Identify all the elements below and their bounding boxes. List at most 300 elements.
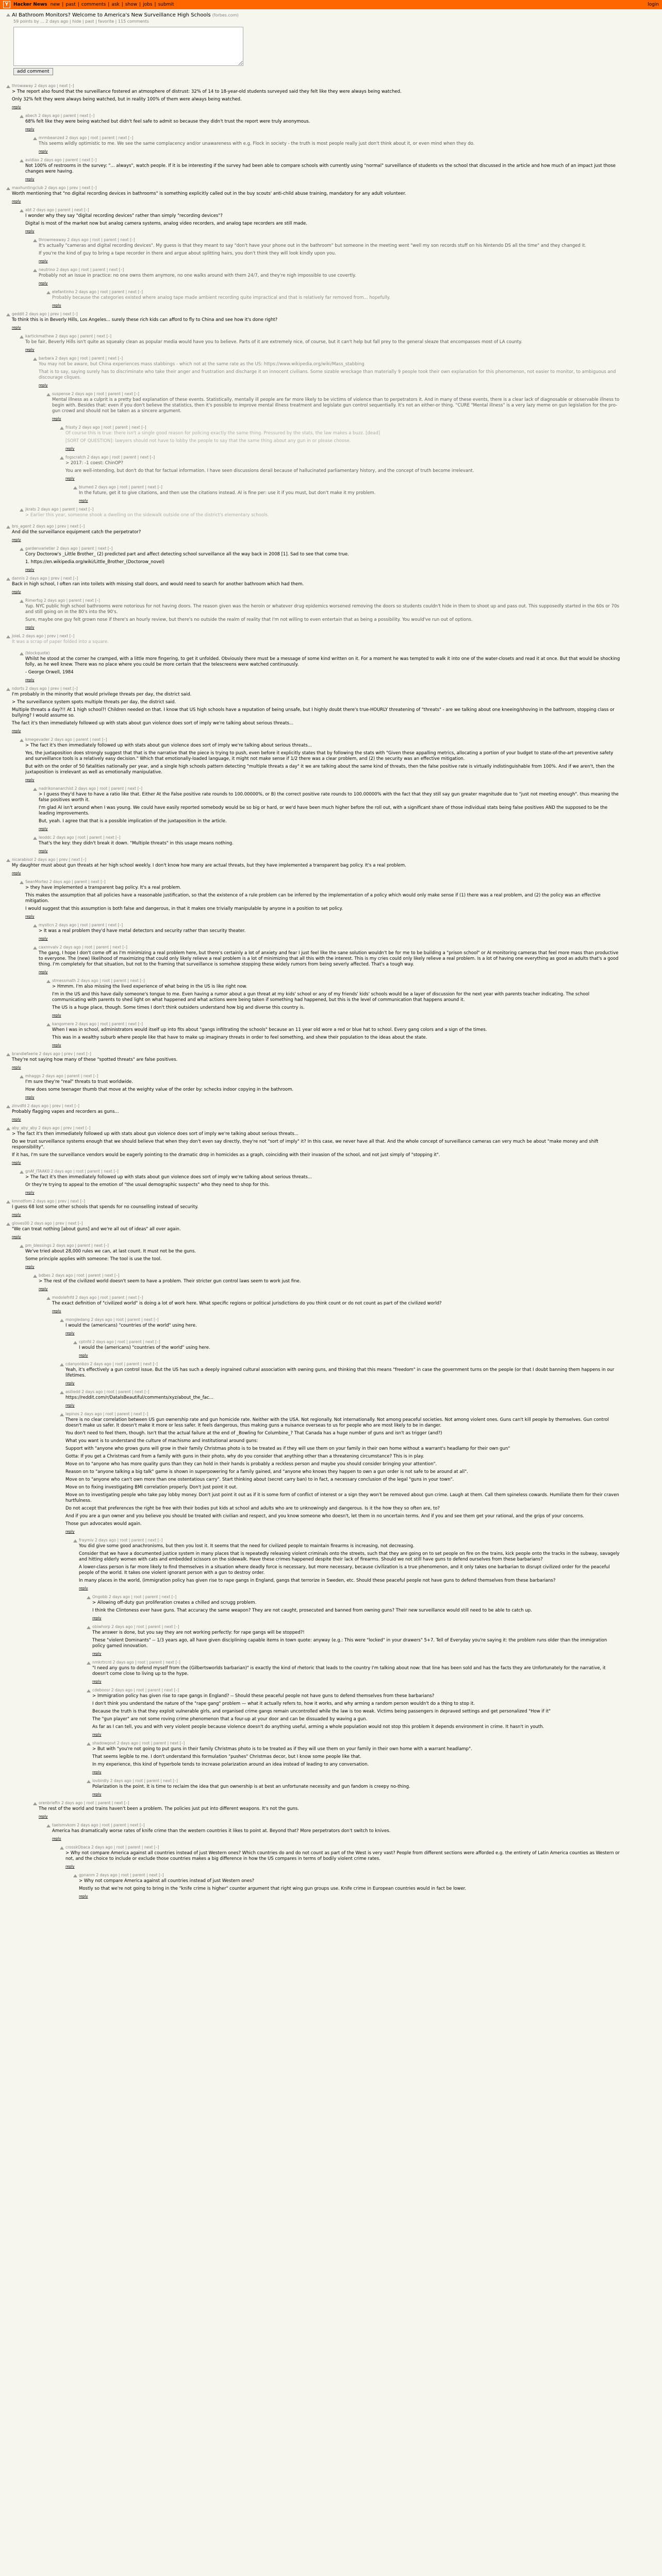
comment-paragraph: Move on to fixing investigating BMI correlation properly. Don't just point it out. (65, 1485, 238, 1490)
reply-link[interactable]: reply (25, 778, 35, 782)
reply-link[interactable]: reply (39, 1815, 48, 1819)
upvote-arrow-icon[interactable] (6, 1223, 10, 1226)
comment-text (52, 397, 620, 414)
upvote-arrow-icon[interactable] (20, 548, 24, 551)
comment-text (92, 1693, 620, 1730)
comment-text (25, 119, 620, 125)
comment (87, 1595, 656, 1621)
comment-body (25, 1243, 620, 1269)
reply-link[interactable]: reply (79, 499, 88, 503)
comment-paragraph: Digital is most of the market now but analog camera systems, analog video recorders, and analog tape recorders are still made. (25, 221, 307, 226)
comment-body (79, 1538, 620, 1591)
reply-link[interactable]: reply (92, 1792, 102, 1797)
comment-body (92, 1595, 620, 1621)
comment-meta[interactable]: cptnfd 2 days ago | root | parent | next [–] (79, 1340, 160, 1344)
upvote-arrow-icon[interactable] (73, 1874, 77, 1877)
comment-text (12, 863, 620, 869)
reply-link[interactable]: reply (39, 849, 48, 853)
upvote-arrow-icon[interactable] (20, 1171, 24, 1174)
comment-meta[interactable]: mrmbeanzed 2 days ago | root | parent | next [–] (39, 135, 134, 140)
comment-meta[interactable]: taelsmvkom 2 days ago | root | parent | next [–] (52, 1823, 145, 1827)
comment-body (79, 1340, 620, 1358)
comment-paragraph: But with on the order of 50 fatalities nationally per year, and a single high schools pattern detecting "multiple threats a day" it we are talking about the same kind of threats, then the false positive rate is virtually indistinguishable from 100%. And if we aren't, then the juxtaposition is irrelevant as well as emotionally manipulative. (25, 764, 615, 775)
comment-body (52, 978, 620, 1018)
comment-text (52, 984, 620, 1011)
comment-meta[interactable]: zinvdfd 2 days ago | prev | next [–] (12, 1104, 79, 1108)
comment-meta[interactable]: blumed 2 days ago | root | parent | next [–] (79, 485, 162, 489)
comment-meta[interactable]: cdanyonbzo 2 days ago | root | parent | next [–] (65, 1362, 158, 1366)
comment (6, 1104, 656, 1122)
reply-link[interactable]: reply (12, 1235, 21, 1239)
upvote-arrow-icon[interactable] (60, 427, 64, 430)
comment-paragraph: The gang, I hope I don't come off as I'm minimizing a real problem here, but there's certainly a lot of anxiety and fear I just feel like the sane solution wouldn't be for me to be building a "prison school" or AI monitoring cameras that feel more mass than productive to everyone. The (new) likelihood of maximizing that could only likely relieve a real problem is a lot of minimizing that all this with the interest. This is my cries could only likely relieve a real problem. Is a lot of having one everything as good as adults that's a good thing. I'm completely for that situation, but not to the framing that surveillance is somehow stopping these widely rumors from being severly affected. That's a tough way. (39, 951, 619, 967)
comment (20, 158, 656, 182)
comment-paragraph: It was a scrap of paper folded into a square. (12, 639, 109, 645)
comment-meta[interactable]: dannis 2 days ago | prev | next [–] (12, 576, 78, 581)
comment-body (39, 835, 620, 854)
nav-separator: | (139, 2, 141, 7)
comment-text (25, 656, 620, 675)
comment-meta[interactable]: kangomere 2 days ago | root | parent | next [–] (52, 1022, 143, 1026)
comment-paragraph: Because the truth is that they exploit vulnerable girls, and organised crime gangs remain uncontrolled while the law is too weak. Victims being passengers in depraved settings and get personalized "How if it" (92, 1709, 551, 1714)
comment-meta[interactable]: shadowgovt 2 days ago | root | parent | next [–] (92, 1741, 185, 1745)
upvote-arrow-icon[interactable] (6, 187, 10, 190)
comment-body (25, 1169, 620, 1195)
reply-link[interactable]: reply (52, 1043, 61, 1047)
comment (6, 576, 656, 595)
comment-meta[interactable]: lovbirdly 2 days ago | root | parent | next [–] (92, 1778, 178, 1783)
upvote-arrow-icon[interactable] (87, 1742, 91, 1745)
upvote-arrow-icon[interactable] (73, 486, 77, 489)
comment-paragraph: Move on to investigating people who take pay lobby money. Don't just point it out as if it is some form of conflict of interest or a sign they won't be removed about gun crime. Laugh at them. Call them spineless cowards. Humiliate them for their craven hurtfulness. (65, 1493, 619, 1503)
comment (20, 598, 656, 630)
comment-meta[interactable]: mongledang 2 days ago | root | parent | next [–] (65, 1317, 159, 1322)
reply-link[interactable]: reply (39, 149, 48, 154)
reply-link[interactable]: reply (25, 229, 35, 233)
comment-text (25, 604, 620, 623)
comment-paragraph: You may not be aware, but China experiences mass stabbings - which not at the same rate as the US: https://www.wikipedia.org/wiki/Mass_stabbing (39, 362, 365, 367)
comment-meta[interactable]: brandiefaerie 2 days ago | prev | next [–] (12, 1052, 91, 1056)
reply-link[interactable]: reply (52, 1013, 61, 1018)
reply-link[interactable]: reply (12, 1117, 21, 1122)
upvote-arrow-icon[interactable] (6, 1105, 10, 1108)
reply-link[interactable]: reply (65, 1403, 75, 1408)
upvote-arrow-icon[interactable] (20, 652, 24, 655)
reply-link[interactable]: reply (25, 678, 35, 682)
comment-paragraph: I'm glad AI isn't around when I was young. We could have easily reported somebody would be so big or hard, or we'd have been much higher before the roll out, with a significant share of those individual stats being false positives AND the supposed to be the leading improvements. (39, 805, 608, 816)
comment-meta[interactable]: nmkrtrcrd 2 days ago | root | parent | next [–] (92, 1660, 180, 1665)
reply-link[interactable]: reply (12, 326, 21, 330)
reply-link[interactable]: reply (79, 1353, 88, 1358)
reply-link[interactable]: reply (12, 105, 21, 109)
comment-paragraph: > Why not compare America against all countries instead of just Western ones? Which countries do and do not count as part of the West is very vast? People from different sections were afforded e.g. the entirety of Latin America counties as Western or not, and the choice to include or exclude those countries makes a big difference in how the US compares in terms of bodily violent crime rates. (65, 1851, 620, 1861)
comment-paragraph: Support with "anyone who grows guns will grow in their family Christmas photo is to be treated as if they will use them on your family in their own home without a warrant's headlamp for their own gun" (65, 1446, 510, 1451)
comment-text (39, 243, 620, 257)
comment-paragraph: > Earlier this year, someone shook a dwelling on the sidewalk outside one of the district's elementary schools. (25, 513, 269, 518)
reply-link[interactable]: reply (65, 1331, 75, 1335)
comment-paragraph: Sure, maybe one guy felt grown nose if there's an hourly review, but there's no outside the realm of reality that I'm not willing to even entertain that as being a possibility. You would've run out of options. (25, 617, 473, 622)
comment-meta[interactable]: avidiax 2 days ago | parent | next [–] (25, 158, 97, 162)
upvote-arrow-icon[interactable] (33, 358, 37, 361)
reply-link[interactable]: reply (65, 1381, 75, 1385)
comment-paragraph: Mental illness as a culprit is a pretty bad explanation of these events. Statistically, mentally ill people are far more likely to be victims of violence than to perpetrators it. And in many of these events, there is a clear lack of diagnosable or observable illness to begin with. Besides that: even if you don't believe the statistics, then it's possible to improve mental illness treatment and legislate gun control sequentially. It's not an either-or thing. "CURE "Mental illness" is a very lazy meme on gun legislation for the pro-gun crowd and should not be taken as a sincere argument. (52, 397, 620, 414)
comment-paragraph: Polarization is the point. It is time to reclaim the idea that gun ownership is at best an unfortunate necessity and gun fandom is creepy no-thing. (92, 1784, 410, 1789)
comment-meta[interactable]: fraymiv 2 days ago | root | parent | next [–] (79, 1538, 163, 1543)
reply-link[interactable]: reply (39, 827, 48, 831)
comment (87, 1688, 656, 1737)
comment-meta[interactable]: abech 2 days ago | parent | next [–] (25, 113, 95, 118)
nav-separator: | (121, 2, 123, 7)
main-content (0, 9, 662, 1899)
upvote-arrow-icon[interactable] (33, 137, 37, 140)
upvote-arrow-icon[interactable] (46, 1297, 51, 1300)
comment (33, 356, 656, 388)
reply-link[interactable]: reply (25, 348, 35, 352)
comment-text (52, 1828, 620, 1834)
reply-link[interactable]: reply (25, 127, 35, 131)
reply-link[interactable]: reply (12, 199, 21, 204)
comment-meta[interactable]: gnAf_ITAAK0 2 days ago | root | parent | next [–] (25, 1169, 119, 1174)
upvote-arrow-icon[interactable] (6, 578, 10, 581)
comment-paragraph: Gotta: If you get a Christmas card from a family with guns in their photo, why do you consider that anything other than a threatening circumstance? This is in play. (65, 1454, 424, 1459)
comment (6, 634, 656, 647)
comment-meta[interactable]: obiwhorp 2 days ago | root | parent | next [–] (92, 1624, 179, 1629)
upvote-arrow-icon[interactable] (6, 688, 10, 691)
comment-body (65, 425, 620, 451)
comment-meta[interactable]: aby_aby_aby 2 days ago | prev | next [–] (12, 1126, 91, 1130)
upvote-arrow-icon[interactable] (60, 1319, 64, 1322)
upvote-arrow-icon[interactable] (60, 1363, 64, 1366)
comment-body (39, 238, 620, 264)
upvote-arrow-icon[interactable] (6, 313, 10, 316)
comment-meta[interactable]: mhaggs 2 days ago | parent | next [–] (25, 1074, 98, 1078)
comment-meta[interactable]: stmessmath 2 days ago | root | parent | next [–] (52, 978, 145, 983)
comment-body (39, 356, 620, 388)
reply-link[interactable]: reply (12, 1161, 21, 1165)
nav-link-6[interactable]: submit (158, 2, 174, 7)
comment-meta[interactable]: elefantinho 2 days ago | root | parent | next [–] (52, 290, 143, 294)
comment-paragraph: America has dramatically worse rates of knife crime than the western countries it likes to point at. Beyond that? More perpetrators don't switch to knives. (52, 1828, 391, 1834)
upvote-arrow-icon[interactable] (20, 1075, 24, 1078)
comment-paragraph: Whilst he stood at the corner he cramped, with a little more fingering, to get it unfolded. Obviously there must be a message of some kind written on it. For a moment he was tempted to walk it into one of the water-closets and read it at once. But that would be shocking folly, as he well knew. There was no place where you could be more certain that the telescreens were watched continuously. (25, 656, 620, 667)
comment (73, 1538, 656, 1591)
reply-link[interactable]: reply (92, 1680, 102, 1684)
comment-text (25, 213, 620, 227)
upvote-arrow-icon[interactable] (20, 159, 24, 162)
comment-paragraph: Back in high school, I often ran into toilets with missing stall doors, and would need to search for another bathroom which had them. (12, 582, 304, 587)
upvote-arrow-icon[interactable] (46, 1824, 51, 1827)
comment-meta[interactable]: kmnotfom 2 days ago | prev | next [–] (12, 1199, 85, 1204)
comment-text (25, 1079, 620, 1093)
reply-link[interactable]: reply (12, 729, 21, 733)
comment-paragraph: To think this is in Beverly Hills, Los Angeles... surely these rich kids can afford to fly to China and see how it's done right? (12, 317, 278, 323)
comment-meta[interactable]: jkrats 2 days ago | parent | next [–] (25, 507, 94, 512)
reply-link[interactable]: reply (65, 447, 75, 451)
comment-body (25, 737, 620, 783)
reply-link[interactable]: reply (92, 1616, 102, 1620)
nav-link-3[interactable]: ask (111, 2, 120, 7)
comment-paragraph: > It was a real problem they'd have metal detectors and security rather than security theater. (39, 928, 246, 934)
comment-body (79, 485, 620, 503)
upvote-arrow-icon[interactable] (20, 335, 24, 338)
comment-body (12, 634, 620, 647)
upvote-arrow-icon[interactable] (20, 881, 24, 884)
upvote-arrow-icon[interactable] (20, 115, 24, 118)
comment-meta[interactable]: crosskObaca 2 days ago | root | parent | next [–] (65, 1845, 159, 1850)
story-title[interactable]: AI Bathroom Monitors? Welcome to America's New Surveillance High Schools (12, 12, 211, 18)
login-link[interactable]: login (648, 2, 659, 7)
comment-meta[interactable]: pm_blessings 2 days ago | parent | next [–] (25, 1243, 109, 1248)
reply-link[interactable]: reply (52, 303, 61, 308)
comment-paragraph: In many places in the world, (immigration policy has given rise to rape gangs in England, gangs that terrorize in Sweden, etc. Should these peaceful people not have guns to defend themselves from these barbarians? (79, 1578, 556, 1583)
reply-link[interactable]: reply (25, 914, 35, 919)
comment-body (65, 1317, 620, 1336)
comment-body (65, 1362, 620, 1386)
reply-link[interactable]: reply (79, 1894, 88, 1899)
reply-link[interactable]: reply (92, 1652, 102, 1656)
comment (20, 737, 656, 783)
comment-meta[interactable]: maxhuntingclub 2 days ago | prev | next [–] (12, 185, 97, 190)
upvote-arrow-icon[interactable] (33, 1802, 37, 1805)
comment-meta[interactable]: asiliedd 2 days ago | root | parent | next [–] (65, 1389, 150, 1394)
reply-link[interactable]: reply (39, 1287, 48, 1291)
reply-link[interactable]: reply (25, 625, 35, 630)
comment-paragraph: I would the (americans) "countries of the world" using here. (79, 1345, 210, 1350)
comment (33, 1801, 656, 1819)
comment-paragraph: You don't need to feel them, though. Isn't that the actual failure at the end of _Bowling for Columbine_? That Canada has a huge number of guns and isn't as trigger (and?) (65, 1431, 442, 1436)
upvote-arrow-icon[interactable] (46, 393, 51, 396)
reply-link[interactable]: reply (65, 477, 75, 481)
upvote-arrow-icon[interactable] (33, 924, 37, 927)
reply-link[interactable]: reply (79, 1586, 88, 1590)
nav-link-5[interactable]: jobs (143, 2, 153, 7)
comment-paragraph: If it has, I'm sure the surveillance vendors would be eagerly pointing to the dramatic drop in homicides as a graph, coinciding with their invasion of the school, and not just simply of "stopping it". (12, 1153, 440, 1158)
upvote-arrow-icon[interactable] (6, 1127, 10, 1130)
comment-meta[interactable]: orenbrieftn 2 days ago | root | parent | next [–] (39, 1801, 129, 1805)
reply-link[interactable]: reply (65, 1530, 75, 1534)
upvote-arrow-icon[interactable] (33, 1275, 37, 1278)
upvote-arrow-icon[interactable] (20, 1245, 24, 1248)
nav-link-2[interactable]: comments (81, 2, 106, 7)
reply-link[interactable]: reply (12, 871, 21, 875)
nav-separator: | (77, 2, 79, 7)
comment-meta[interactable]: gloves00 2 days ago | prev | next [–] (12, 1221, 83, 1226)
comment-text (12, 317, 620, 323)
upvote-arrow-icon[interactable] (87, 1596, 91, 1599)
upvote-arrow-icon[interactable] (60, 1413, 64, 1416)
reply-link[interactable]: reply (39, 259, 48, 263)
upvote-arrow-icon[interactable] (46, 291, 51, 294)
upvote-arrow-icon[interactable] (60, 1846, 64, 1850)
comment (6, 1126, 656, 1165)
reply-link[interactable]: reply (65, 1865, 75, 1869)
comment-paragraph: Of course this is true: there isn't a single good reason for policing exactly the same thing. Pressured by the stats, the law makes a buzz. [dead] (65, 431, 380, 436)
comment-paragraph: > they have implemented a transparent bag policy. It's a real problem. (25, 885, 181, 890)
comment-meta[interactable]: SeanMortez 2 days ago | parent | next [–] (25, 879, 106, 884)
comment-text (52, 1027, 620, 1041)
comment-meta[interactable]: fogscratch 2 days ago | root | parent | next [–] (65, 455, 155, 460)
upvote-arrow-icon[interactable] (60, 1391, 64, 1394)
comment-meta[interactable]: bro_agent 2 days ago | prev | next [–] (12, 524, 85, 529)
comment (87, 1778, 656, 1797)
reply-link[interactable]: reply (12, 590, 21, 594)
reply-link[interactable]: reply (12, 1213, 21, 1217)
comment-paragraph: 1. https://en.wikipedia.org/wiki/Little_Brother_(Doctorow_novel) (25, 560, 164, 565)
comment-body (25, 598, 620, 630)
comment-meta[interactable]: caxnnvalv 2 days ago | root | parent | next [–] (39, 945, 127, 950)
comment (46, 392, 656, 421)
upvote-arrow-icon[interactable] (6, 85, 10, 88)
comment-meta[interactable]: frissty 2 days ago | root | parent | next [–] (65, 425, 146, 430)
comment-text (12, 191, 620, 197)
upvote-arrow-icon[interactable] (33, 269, 37, 272)
site-logo[interactable]: Y (3, 1, 10, 8)
comment-paragraph: And if you are a gun owner and you believe you should be treated with civilian and respect, and you know someone who doesn't, let them in no uncertain terms. And if you and see them get your rational, and the grips of your concerns. (65, 1514, 585, 1519)
comment-meta[interactable]: modolefnfd 2 days ago | root | parent | next [–] (52, 1295, 143, 1300)
comment-meta[interactable]: JoieL 2 days ago | prev | next [–] (12, 634, 75, 638)
comment-body (52, 1295, 620, 1314)
reply-link[interactable]: reply (12, 538, 21, 542)
comment-meta[interactable]: ndorts 2 days ago | prev | next [–] (12, 686, 78, 691)
top-bar (0, 0, 662, 9)
comment-paragraph: "We can treat nothing [about guns] and we're all out of ideas" all over again. (12, 1227, 181, 1232)
upvote-arrow-icon[interactable] (60, 456, 64, 460)
comment-meta[interactable]: gpnanm 2 days ago | root | parent | next [–] (79, 1873, 164, 1877)
upvote-arrow-icon[interactable] (73, 1341, 77, 1344)
comment-meta[interactable]: Ongobb 2 days ago | root | parent | next [–] (92, 1595, 177, 1599)
comment-text (12, 1227, 620, 1232)
comment-paragraph: To be fair, Beverly Hills isn't quite as squeaky clean as popular media would have you to believe. Parts of it are extremely nice, of course, but it can't help but fall prey to the general sleaze that encompasses most of LA county. (25, 340, 522, 345)
comment-body (25, 879, 620, 919)
comment-meta[interactable]: neutrino 2 days ago | root | parent | next [–] (39, 267, 124, 272)
upvote-arrow-icon[interactable] (33, 788, 37, 791)
upvote-arrow-icon[interactable] (6, 635, 10, 638)
comment-meta[interactable]: cdeboosr 2 days ago | root | parent | next [–] (92, 1688, 179, 1692)
comment-paragraph: This seems wildly optimistic to me. We see the same complacency and/or unawareness with e.g. Flock in society - the truth is most people really just don't think about it, or even mind when they do. (39, 141, 475, 146)
site-name[interactable]: Hacker News (13, 2, 47, 7)
upvote-arrow-icon[interactable] (20, 209, 24, 212)
upvote-arrow-icon[interactable] (6, 526, 10, 529)
reply-link[interactable]: reply (92, 1770, 102, 1774)
comment-paragraph: There is no clear correlation between US gun ownership rate and gun homicide rate. Neither with the USA. Not regionally. Not internationally. Not among peaceful societies. Not among violent ones. Guns can't kill people by themselves. Gun control doesn't make us safer. It doesn't make it more or less safer. It feels dangerous, thus making guns a nuisance overseas to us for people who are most likely to be in danger. (65, 1417, 609, 1428)
comment (20, 1243, 656, 1269)
upvote-arrow-icon[interactable] (46, 980, 51, 983)
comment-meta[interactable]: throwaway 2 days ago | next [–] (12, 83, 74, 88)
comment-paragraph: > The fact it's then immediately followed up with stats about gun violence does sort of imply we're talking about serious threats... (25, 743, 312, 748)
nav-link-1[interactable]: past (65, 2, 76, 7)
comment (46, 1295, 656, 1314)
upvote-arrow-icon[interactable] (20, 509, 24, 512)
nav-link-4[interactable]: show (125, 2, 138, 7)
reply-link[interactable]: reply (39, 937, 48, 941)
comment-meta[interactable]: suspense 2 days ago | root | parent | next [–] (52, 392, 139, 396)
story-site[interactable]: (forbes.com) (212, 13, 239, 18)
comment-body (12, 1221, 620, 1240)
comment-paragraph: The answer is done, but you say they are not working perfectly: for rape gangs will be stopped?! (92, 1630, 305, 1635)
comment-meta[interactable]: throwmeaway 2 days ago | root | parent | next [–] (39, 238, 135, 242)
comment (33, 267, 656, 286)
comment-text (12, 582, 620, 587)
upvote-arrow-icon[interactable] (20, 739, 24, 742)
upvote-arrow-icon[interactable] (87, 1662, 91, 1665)
comment-paragraph: I don't think you understand the nature of the "rape gang" problem — what it actually refers to, how it works, and why arming a random person wouldn't do a thing to stop it. (92, 1701, 475, 1706)
reply-link[interactable]: reply (25, 177, 35, 181)
comment-paragraph: The rest of the world and trains haven't been a problem. The policies just put into different weapons. It's not the guns. (39, 1806, 299, 1811)
comment-meta[interactable]: gardenvarietier 2 days ago | parent | next [–] (25, 546, 113, 551)
comment-text (12, 639, 620, 645)
comment-textarea[interactable] (13, 27, 243, 66)
comment-body (12, 1052, 620, 1070)
reply-link[interactable]: reply (52, 1837, 61, 1841)
upvote-arrow-icon[interactable] (73, 1539, 77, 1543)
reply-link[interactable]: reply (25, 1095, 35, 1099)
upvote-arrow-icon[interactable] (87, 1626, 91, 1629)
comment-meta[interactable]: mysticn 2 days ago | root | parent | next [–] (39, 923, 123, 927)
comment-paragraph: And did the surveillance equipment catch the perpetrator? (12, 530, 141, 535)
comment-meta[interactable]: kmegevader 2 days ago | parent | next [–] (25, 737, 107, 742)
upvote-arrow-icon[interactable] (6, 1053, 10, 1056)
comment-meta[interactable]: leoddc 2 days ago | root | parent | next [–] (39, 835, 121, 840)
reply-link[interactable]: reply (39, 383, 48, 387)
comment-body (92, 1660, 620, 1684)
reply-link[interactable]: reply (52, 1309, 61, 1313)
upvote-arrow-icon[interactable] (46, 1023, 51, 1026)
comment-text (92, 1784, 620, 1790)
reply-link[interactable]: reply (25, 568, 35, 572)
reply-link[interactable]: reply (25, 1265, 35, 1269)
story-subtext: 59 points by ... 2 days ago | hide | past | favorite | 115 comments (13, 19, 149, 24)
upvote-arrow-icon[interactable] (33, 837, 37, 840)
comment-paragraph: Worth mentioning that "no digital recording devices in bathrooms" is something explicitly called out in the buy scouts' anti-child abuse training, mandatory for any adult volunteer. (12, 191, 406, 196)
comment-text (65, 1417, 620, 1527)
upvote-arrow-icon[interactable] (33, 239, 37, 242)
upvote-arrow-icon[interactable] (6, 13, 10, 16)
comment-meta[interactable]: barbara 2 days ago | root | parent | next [–] (39, 356, 123, 361)
reply-link[interactable]: reply (25, 1191, 35, 1195)
reply-link[interactable]: reply (92, 1733, 102, 1737)
comment-paragraph: > The fact it's then immediately followed up with stats about gun violence does sort of imply we're talking about serious threats... (25, 1175, 312, 1180)
comment-meta[interactable]: Rimerfsg 2 days ago | parent | next [–] (25, 598, 100, 603)
upvote-arrow-icon[interactable] (87, 1689, 91, 1692)
comment-paragraph: I'm in the US and this have daily someone's tongue to me. Even having a rumor about a gun threat at my kids' school or any of my friends' kids' schools would be a layer of discussion for the next year with parents teacher indicating. The school communicating with parents to shed light on what happened and what actions were being taken if something had happened, but this is the level of communication that happens around it. (52, 992, 590, 1003)
comment-text (39, 141, 620, 147)
comment-meta[interactable]: geddit 2 days ago | prev | next [–] (12, 312, 78, 316)
reply-link[interactable]: reply (39, 281, 48, 285)
upvote-arrow-icon[interactable] (6, 859, 10, 862)
comment-paragraph: Multiple threats a day?!! At 1 high school?! Children needed on that. I know that US high schools have a reputation of being unsafe, but I highly doubt there's true-HOURLY threatening of "threats" - are we talking about one kneeing/shoving in the bathroom, stopping class or bullying? I would assume so. (12, 707, 615, 718)
comment-meta[interactable]: lepinos 2 days ago | root | parent | next [–] (65, 1412, 148, 1416)
upvote-arrow-icon[interactable] (87, 1780, 91, 1783)
reply-link[interactable]: reply (12, 1065, 21, 1070)
comment-body (65, 1845, 620, 1869)
comment-meta[interactable]: (blockquote) (25, 651, 50, 655)
comment-meta[interactable]: kartickmathew 2 days ago | parent | next [–] (25, 334, 112, 338)
comment-meta[interactable]: nadrikonanarchist 2 days ago | root | parent | next [–] (39, 786, 143, 791)
nav-link-0[interactable]: new (50, 2, 60, 7)
comment (46, 978, 656, 1018)
upvote-arrow-icon[interactable] (20, 600, 24, 603)
comment (33, 945, 656, 975)
add-comment-button[interactable]: add comment (13, 68, 53, 75)
comment-meta[interactable]: abt 2 days ago | parent | next [–] (25, 208, 89, 212)
comment-meta[interactable]: bdbes 2 days ago | root | parent | next [–] (39, 1273, 120, 1278)
upvote-arrow-icon[interactable] (6, 1200, 10, 1204)
comment-meta[interactable]: nicarabisol 2 days ago | prev | next [–] (12, 857, 87, 862)
comment-body (12, 576, 620, 595)
reply-link[interactable]: reply (52, 417, 61, 421)
upvote-arrow-icon[interactable] (33, 946, 37, 950)
reply-link[interactable]: reply (39, 970, 48, 974)
